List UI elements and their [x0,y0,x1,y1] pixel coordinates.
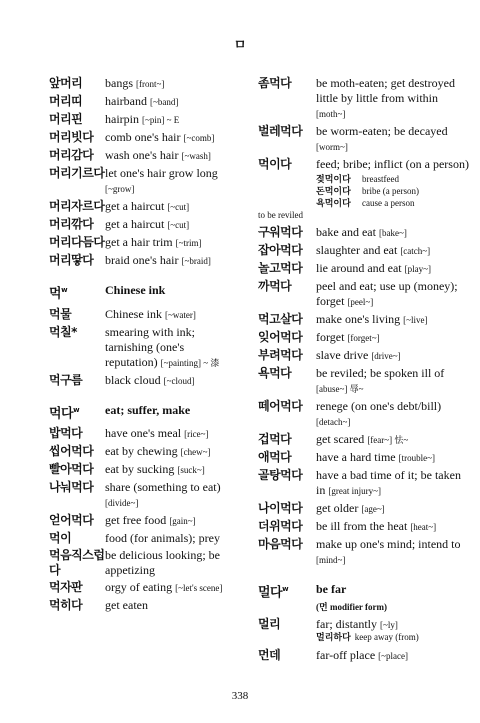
entry-etymology-tag: [drive~] [371,351,401,361]
dictionary-entry [258,348,470,364]
entry-headword: 머리기르다 [49,166,105,180]
entry-definition: comb one's hair [~comb] [105,130,215,144]
entry-headword: 머리다듬다 [49,235,105,249]
sub-definition: breastfeed [362,174,399,184]
entry-headword: 빨아먹다 [49,461,94,476]
entry-etymology-tag: [~place] [378,651,409,662]
dictionary-entry [258,261,470,277]
dictionary-entry [49,480,239,511]
entry-etymology-tag: [~wash] [181,151,211,161]
entry-definition: have a hard time [trouble~] [316,450,435,464]
entry-definition: lie around and eat [play~] [316,261,431,275]
entry-headword: 나눠먹다 [49,479,94,494]
entry-etymology-tag: [peel~] [347,297,374,307]
entry-definition: orgy of eating [~let's scene] [105,579,223,594]
entry-etymology-tag: [play~] [404,264,431,274]
entry-headword: 더위먹다 [258,519,303,533]
entry-etymology-tag: [detach~] [316,417,351,427]
entry-definition: eat by sucking [suck~] [105,461,205,476]
entry-headword: 잡아먹다 [258,243,303,257]
sub-definition: cause a person [362,198,415,208]
dictionary-entry [258,617,470,633]
page-header-letter: ㅁ [233,37,247,52]
entry-etymology-tag: [suck~] [177,464,205,475]
entry-headword: 까먹다 [258,279,292,293]
entry-definition: be ill from the heat [heat~] [316,519,437,533]
dictionary-entry [258,432,470,448]
entry-definition: bangs [front~] [105,76,165,90]
entry-definition: be moth-eaten; get destroyed little by little from within [moth~] [316,76,455,119]
dictionary-entry [49,307,239,323]
entry-list [49,76,239,269]
dictionary-entry [258,468,470,499]
dictionary-entry [49,94,239,110]
entry-headword: 머리핀 [49,112,83,126]
entry-headword: 구워먹다 [258,225,303,239]
entry-definition: peel and eat; use up (money); forget [peel~] [316,279,458,308]
entry-headword: 먹자판 [49,579,83,594]
entry-definition: be delicious looking; be appetizing [105,547,220,577]
entry-definition: wash one's hair [~wash] [105,148,211,162]
entry-definition: get older [age~] [316,501,385,515]
dictionary-entry [258,279,470,310]
dictionary-entry [258,124,470,155]
dictionary-entry [49,462,239,478]
entry-etymology-tag: [bake~] [378,228,407,238]
entry-etymology-tag: [~cloud] [163,376,195,387]
entry-definition: feed; bribe; inflict (on a person) [316,157,469,171]
root-entry-muk [49,283,239,301]
entry-definition: get eaten [105,597,148,612]
entry-list [258,225,470,568]
entry-headword: 머리감다 [49,148,94,162]
entry-headword: 벌레먹다 [258,124,303,138]
entry-etymology-tag: [abuse~] 辱~ [316,384,364,394]
entry-definition: share (something to eat) [divide~] [105,479,221,508]
sub-entry-list [258,174,470,210]
dictionary-entry [49,130,239,146]
entry-etymology-tag: [forget~] [347,333,380,343]
entry-definition: have one's meal [rice~] [105,425,209,440]
entry-headword: 얻어먹다 [49,512,94,527]
root-headword: 먹$^w$ [49,286,68,302]
entry-definition: get a haircut [~cut] [105,199,190,213]
root-headword: 멀다$^w$ [258,585,289,601]
entry-list [49,426,239,613]
root-title: eat; suffer, make [105,403,191,418]
dictionary-entry [49,112,239,128]
entry-etymology-tag: [moth~] [316,109,346,119]
entry-definition: smearing with ink; tarnishing (one's reputation) [~painting] ~ 漆 [105,325,220,370]
entry-definition: Chinese ink [~water] [105,307,196,322]
dictionary-entry [49,166,239,197]
entry-etymology-tag: [~pin] ~ E [142,115,180,125]
left-column [49,76,239,615]
dictionary-entry [49,217,239,233]
entry-headword: 밥먹다 [49,425,83,440]
entry-headword: 나이먹다 [258,501,303,515]
sub-entry [258,186,470,198]
dictionary-entry [49,531,239,546]
root-note: (먼 modifier form) [316,602,388,613]
entry-definition: slave drive [drive~] [316,348,401,362]
dictionary-entry [49,513,239,529]
dictionary-entry [49,253,239,269]
entry-headword: 겁먹다 [258,432,292,446]
sub-headword: 욕먹이다 [316,199,351,209]
dictionary-entry [258,312,470,328]
entry-etymology-tag: [fear~] 怯~ [367,435,409,445]
sub-definition: bribe (a person) [362,186,419,196]
entry-list [258,76,470,172]
entry-headword: 머리빗다 [49,130,94,144]
entry-headword: 머리땋다 [49,253,94,267]
root-headword: 먹다$^w$ [49,406,80,422]
dictionary-entry [258,366,470,397]
dictionary-entry [258,225,470,241]
entry-definition: food (for animals); prey [105,530,220,545]
entry-etymology-tag: [~let's scene] [175,582,223,593]
entry-etymology-tag: [gain~] [169,515,196,526]
dictionary-entry [49,148,239,164]
entry-headword: 머리자르다 [49,199,105,213]
dictionary-entry [49,199,239,215]
entry-definition: far-off place [~place] [316,648,409,663]
sub-definition: keep away (from) [354,632,419,643]
entry-definition: braid one's hair [~braid] [105,253,211,267]
entry-definition: forget [forget~] [316,330,380,344]
root-title: Chinese ink [105,283,166,297]
dictionary-entry [49,235,239,251]
entry-etymology-tag: [~painting] ~ 漆 [160,358,220,369]
dictionary-entry [258,243,470,259]
entry-headword: 먹히다 [49,597,83,612]
entry-headword: 멀리 [258,617,281,632]
entry-etymology-tag: [worm~] [316,142,348,152]
entry-etymology-tag: [~cut] [167,220,190,230]
entry-headword: 씹어먹다 [49,443,94,458]
entry-list [49,307,239,389]
dictionary-entry [258,537,470,568]
entry-definition: make one's living [~live] [316,312,428,326]
entry-definition: get a hair trim [~trim] [105,235,202,249]
entry-headword: 마음먹다 [258,537,303,551]
dictionary-entry [258,648,470,664]
entry-etymology-tag: [rice~] [184,428,209,439]
entry-etymology-tag: [~ly] [379,620,398,631]
entry-etymology-tag: [~braid] [181,256,211,266]
dictionary-entry [49,548,239,578]
dictionary-entry [49,580,239,596]
entry-headword: 먹음직스럽다 [49,547,105,577]
entry-headword: 골탕먹다 [258,468,303,482]
entry-etymology-tag: [~grow] [105,184,135,194]
entry-definition: get a haircut [~cut] [105,217,190,231]
entry-etymology-tag: [great injury~] [328,486,381,496]
entry-etymology-tag: [catch~] [400,246,431,256]
entry-definition: renege (on one's debt/bill) [detach~] [316,399,442,427]
dictionary-entry [49,426,239,442]
entry-etymology-tag: [mind~] [316,555,346,565]
sub-entry-continuation: to be reviled [258,210,303,220]
entry-definition: eat by chewing [chew~] [105,443,211,458]
entry-definition: have a bad time of it; be taken in [great injury~] [316,468,461,497]
entry-headword: 먹물 [49,307,72,322]
entry-etymology-tag: [~comb] [183,133,215,143]
entry-headword: 먹구름 [49,373,83,388]
root-entry-mulda [258,582,470,600]
entry-etymology-tag: [~trim] [175,238,202,248]
root-entry-mukda [49,403,239,421]
entry-definition: be worm-eaten; be decayed [worm~] [316,124,448,152]
entry-definition: far; distantly [~ly] [316,617,398,632]
dictionary-entry [49,373,239,389]
sub-headword: 멀리하다 [316,633,351,644]
entry-headword: 애먹다 [258,450,292,464]
entry-headword: 먼데 [258,648,281,663]
dictionary-entry [258,330,470,346]
dictionary-entry [258,450,470,466]
entry-definition: get scared [fear~] 怯~ [316,432,409,446]
entry-etymology-tag: [divide~] [105,497,139,508]
dictionary-entry [49,325,239,371]
entry-definition: slaughter and eat [catch~] [316,243,431,257]
entry-headword: 부려먹다 [258,348,303,362]
entry-definition: black cloud [~cloud] [105,373,195,388]
entry-headword: 먹이 [49,530,72,545]
entry-etymology-tag: [chew~] [180,446,211,457]
entry-etymology-tag: [~live] [403,315,428,325]
entry-headword: 앞머리 [49,76,83,90]
entry-definition: hairpin [~pin] ~ E [105,112,180,126]
entry-definition: bake and eat [bake~] [316,225,407,239]
entry-etymology-tag: [front~] [136,79,165,89]
dictionary-entry [258,157,470,172]
entry-etymology-tag: [~water] [165,310,196,321]
sub-entry [258,198,470,210]
sub-headword: 돈먹이다 [316,187,351,197]
entry-headword: 먹고살다 [258,312,303,326]
entry-headword: 먹칠* [49,325,77,340]
entry-definition: be reviled; be spoken ill of [abuse~] 辱~ [316,366,445,394]
entry-headword: 머리깎다 [49,217,94,231]
dictionary-entry [49,444,239,460]
entry-headword: 놀고먹다 [258,261,303,275]
dictionary-entry [49,598,239,613]
entry-definition: make up one's mind; intend to [mind~] [316,537,461,565]
entry-definition: hairband [~band] [105,94,179,108]
entry-etymology-tag: [trouble~] [398,453,435,463]
root-title: be far [316,582,347,596]
entry-headword: 욕먹다 [258,366,292,380]
entry-etymology-tag: [heat~] [410,522,437,532]
right-column [258,76,470,666]
entry-headword: 먹이다 [258,157,292,171]
sub-entry [258,632,470,644]
page-number: 338 [231,690,249,702]
entry-list [258,617,470,664]
entry-etymology-tag: [age~] [361,504,385,514]
entry-headword: 머리띠 [49,94,83,108]
entry-etymology-tag: [~band] [149,97,179,107]
sub-headword: 젖먹이다 [316,175,351,185]
entry-headword: 좀먹다 [258,76,292,90]
dictionary-entry [258,501,470,517]
entry-etymology-tag: [~cut] [167,202,190,212]
entry-definition: get free food [gain~] [105,512,196,527]
entry-headword: 떼어먹다 [258,399,303,413]
sub-entry [258,174,470,186]
dictionary-entry [49,76,239,92]
entry-definition: let one's hair grow long [~grow] [105,166,218,194]
dictionary-entry [258,519,470,535]
entry-headword: 잊어먹다 [258,330,303,344]
dictionary-entry [258,399,470,430]
dictionary-entry [258,76,470,122]
